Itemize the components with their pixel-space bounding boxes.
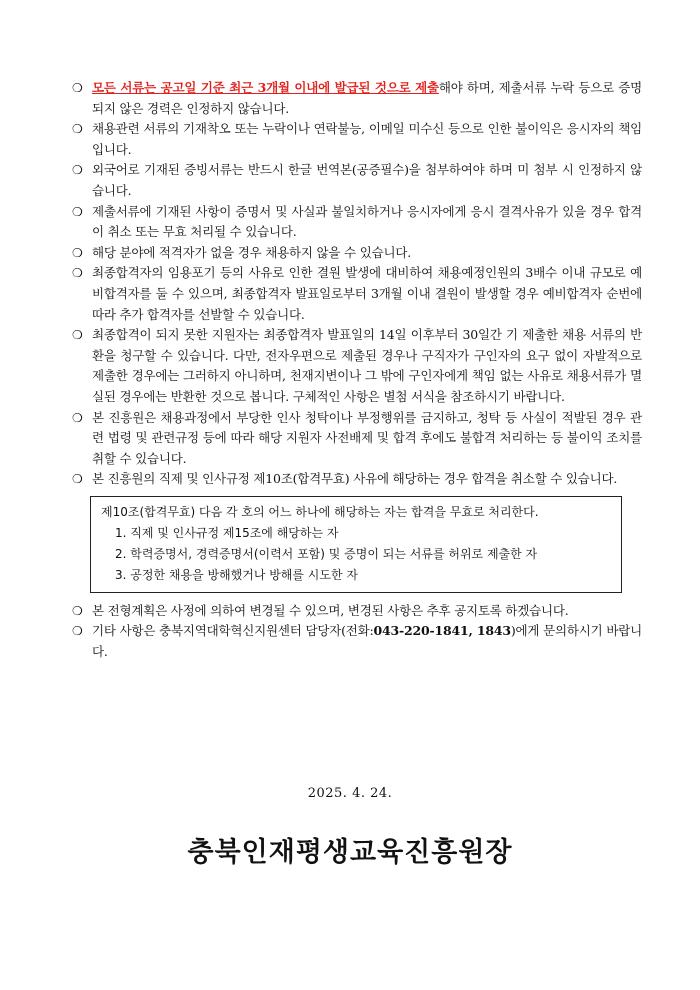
notice-item [72,160,642,201]
notice-item [72,202,642,243]
circle-bullet-icon: ❍ [72,410,83,425]
circle-bullet-icon: ❍ [72,328,83,343]
notice-item [72,408,642,470]
regulation-line: 1. 직제 및 인사규정 제15조에 해당하는 자 [115,525,339,540]
circle-bullet-icon: ❍ [72,624,83,639]
highlighted-text: 모든 서류는 공고일 기준 최근 3개월 이내에 발급된 것으로 제출 [92,80,439,95]
notice-item [72,119,642,160]
notice-text: 본 진흥원은 채용과정에서 부당한 인사 청탁이나 부정행위를 금지하고, 청탁 등 사실이 적발된 경우 관련 법령 및 관련규정 등에 따라 해당 지원자 사전배제 및 합격 후에도 불합격 처리하는 등 불이익 조치를 취할 수 있습니다. [92,409,642,466]
notice-text: 본 전형계획은 사정에 의하여 변경될 수 있으며, 변경된 사항은 추후 공지토록 하겠습니다. [92,602,569,618]
notice-item [72,243,642,264]
notice-item [72,78,642,119]
notice-text: 해야 하며, 제출서류 누락 등으로 증명되지 않은 경력은 인정하지 않습니다. [92,80,642,116]
notice-text-tail: )에게 문의하시기 바랍니다. [92,623,642,660]
circle-bullet-icon: ❍ [72,122,83,137]
notice-item [72,621,642,662]
document-date: 2025. 4. 24. [307,786,393,801]
regulation-line: 2. 학력증명서, 경력증명서(이력서 포함) 및 증명이 되는 서류를 허위로 제출한 자 [115,546,538,561]
notice-text: 채용관련 서류의 기재착오 또는 누락이나 연락불능, 이메일 미수신 등으로 인한 불이익은 응시자의 책임입니다. [92,121,642,157]
regulation-title: 제10조(합격무효) 다음 각 호의 어느 하나에 해당하는 자는 합격을 무효로 처리한다. [101,504,539,519]
notice-text: 제출서류에 기재된 사항이 증명서 및 사실과 불일치하거나 응시자에게 응시 결격사유가 있을 경우 합격이 취소 또는 무효 처리될 수 있습니다. [92,203,642,240]
contact-phone: 043-220-1841, 1843 [373,623,511,639]
notice-item [72,469,642,490]
notice-item [72,601,642,622]
notice-text: 기타 사항은 충북지역대학혁신지원센터 담당자(전화: [92,623,374,639]
regulation-line: 3. 공정한 채용을 방해했거나 방해를 시도한 자 [115,567,358,582]
notice-text: 최종합격이 되지 못한 지원자는 최종합격자 발표일의 14일 이후부터 30일간 기 제출한 채용 서류의 반환을 청구할 수 있습니다. 다만, 전자우편으로 제출된 경우나 구직자가 구인자의 요구 없이 자발적으로 제출한 경우에는 그러하지 아니하며, 천재지변이나 그 밖에 구인자에게 책임 없는 사유로 채용서류가 멸실된 경우에는 반환한 것으로 봅니다. 구체적인 사항은 별첨 서식을 참조하시기 바랍니다. [92,327,642,404]
regulation-box [90,496,622,593]
circle-bullet-icon: ❍ [72,81,83,95]
circle-bullet-icon: ❍ [72,472,83,487]
notice-item [72,325,642,407]
notice-list [72,78,642,663]
circle-bullet-icon: ❍ [72,163,83,178]
organization-signature: 충북인재평생교육진흥원장 [187,837,513,868]
notice-text: 외국어로 기재된 증빙서류는 반드시 한글 번역본(공증필수)을 첨부하여야 하며 미 첨부 시 인정하지 않습니다. [92,162,642,198]
circle-bullet-icon: ❍ [72,204,83,219]
circle-bullet-icon: ❍ [72,245,83,260]
circle-bullet-icon: ❍ [72,603,83,618]
circle-bullet-icon: ❍ [72,266,83,281]
notice-text: 해당 분야에 적격자가 없을 경우 채용하지 않을 수 있습니다. [92,244,411,260]
notice-text: 본 진흥원의 직제 및 인사규정 제10조(합격무효) 사유에 해당하는 경우 합격을 취소할 수 있습니다. [92,471,618,487]
notice-text: 최종합격자의 임용포기 등의 사유로 인한 결원 발생에 대비하여 채용예정인원의 3배수 이내 규모로 예비합격자를 둘 수 있으며, 최종합격자 발표일로부터 3개월 이내 결원이 발생할 경우 예비합격자 순번에 따라 추가 합격자를 선발할 수 있습니다. [92,265,642,322]
notice-item [72,263,642,325]
